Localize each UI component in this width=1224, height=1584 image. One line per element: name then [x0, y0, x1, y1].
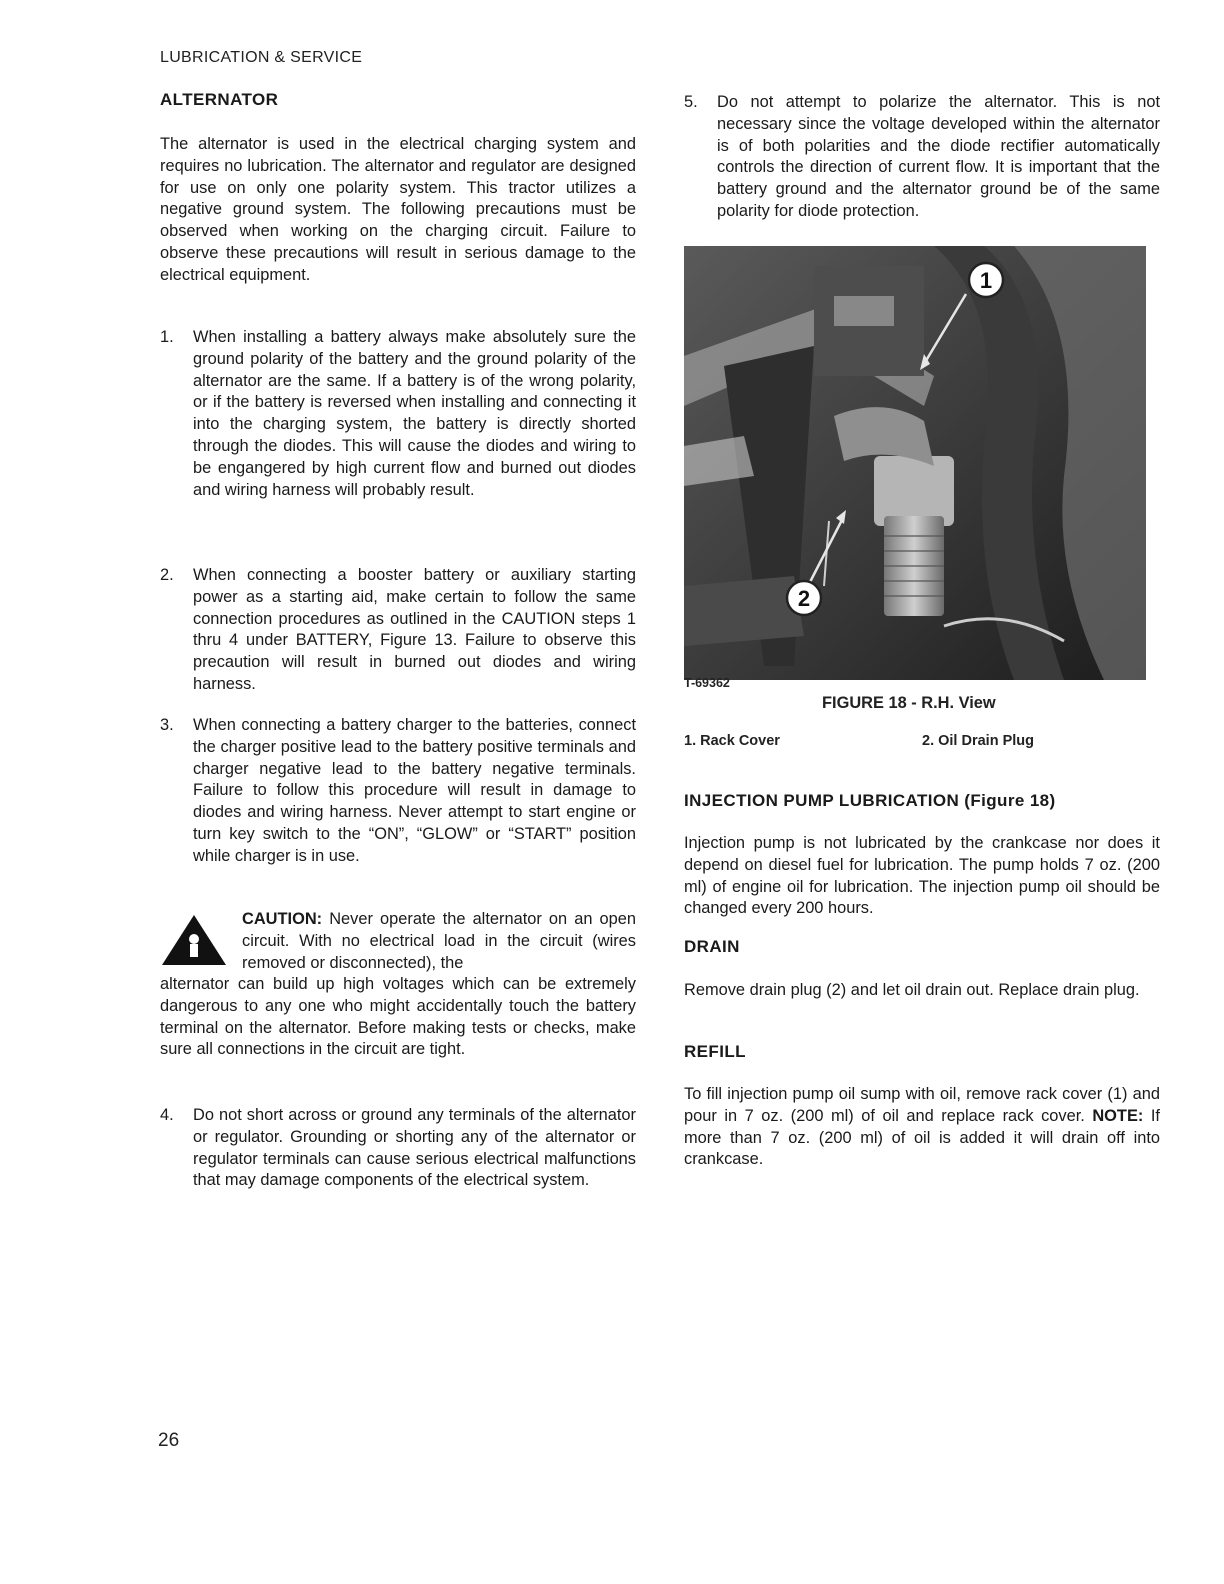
caution-text: Never operate the alternator on an open circuit. With no electrical load in the circuit (wires removed or disconnected), the	[242, 910, 636, 972]
refill-note-label: NOTE:	[1092, 1106, 1144, 1125]
callout-1: 1	[979, 268, 993, 293]
caution-first-lines	[242, 909, 636, 974]
list-item-text: When connecting a battery charger to the batteries, connect the charger positive lead to the battery positive terminals and charger negative lead to the battery negative terminals. Failure to follow this procedure will result in damage to diodes and wiring harness. Never attempt to start engine or turn key switch to the “ON”, “GLOW” or “START” position while charger is in use.	[193, 716, 636, 865]
list-item-4	[160, 1105, 636, 1225]
page-number: 26	[158, 1430, 180, 1451]
refill-instructions: To fill injection pump oil sump with oil, remove rack cover (1) and pour in 7 oz. (200 ml) of oil and replace rack cover.	[684, 1085, 1160, 1125]
injection-pump-text: Injection pump is not lubricated by the crankcase nor does it depend on diesel fuel for lubrication. The pump holds 7 oz. (200 ml) of engine oil for lubrication. The injection pump oil should be changed every 200 hours.	[684, 834, 1160, 918]
list-item-text: Do not attempt to polarize the alternator. This is not necessary since the voltage developed within the alternator is of both polarities and the diode rectifier automatically controls the direction of current flow. It is important that the battery ground and the alternator ground be of the same polarity for diode protection.	[717, 93, 1160, 220]
figure-18-photo	[684, 246, 1146, 680]
drain-text: Remove drain plug (2) and let oil drain out. Replace drain plug.	[684, 981, 1140, 999]
figure-id: T-69362	[684, 676, 730, 690]
legend-item-2: 2. Oil Drain Plug	[922, 733, 1034, 749]
list-item-1	[160, 327, 636, 547]
alternator-intro: The alternator is used in the electrical charging system and requires no lubrication. The alternator and regulator are designed for use on only one polarity system. This tractor utilizes a negative ground system. The following precautions must be observed when working on the charging circuit. Failure to observe these precautions will result in serious damage to the electrical equipment.	[160, 135, 636, 284]
refill-note: If more than 7 oz. (200 ml) of oil is added it will drain off into crankcase.	[684, 1106, 1160, 1169]
list-item-2	[160, 565, 636, 695]
list-item-text: When installing a battery always make absolutely sure the ground polarity of the battery and the ground polarity of the alternator are the same. If a battery is of the wrong polarity, or if the battery is reversed when installing and connecting it into the charging system, the battery is directly shorted through the diodes. This will cause the diodes and wiring to be engangered by high current flow and burned out diodes and wiring harness will probably result.	[193, 328, 636, 499]
engine-photo-illustration	[684, 246, 1146, 680]
list-item-number: 1.	[160, 328, 174, 346]
list-item-text: When connecting a booster battery or auxiliary starting power as a starting aid, make certain to follow the same connection procedures as outlined in the CAUTION steps 1 thru 4 under BATTERY, Figure 13. Failure to observe this precaution will result in burned out diodes and wiring harness.	[193, 566, 636, 693]
caution-label: CAUTION:	[242, 910, 323, 928]
figure-caption: FIGURE 18 - R.H. View	[822, 694, 996, 712]
list-item-number: 4.	[160, 1106, 174, 1124]
list-item-5	[684, 92, 1160, 242]
list-item-3	[160, 715, 636, 895]
callout-2: 2	[797, 586, 811, 611]
alternator-title: ALTERNATOR	[160, 90, 279, 109]
refill-text	[684, 1084, 1160, 1171]
list-item-text: Do not short across or ground any terminals of the alternator or regulator. Grounding or shorting any of the alternator or regulator terminals can cause serious electrical malfunctions that may damage components of the electrical system.	[193, 1106, 636, 1190]
legend-item-1: 1. Rack Cover	[684, 733, 780, 749]
list-item-number: 2.	[160, 566, 174, 584]
caution-continued: alternator can build up high voltages which can be extremely dangerous to any one who might accidentally touch the battery terminal on the alternator. Before making tests or checks, make sure all connections in the circuit are tight.	[160, 975, 636, 1059]
refill-title: REFILL	[684, 1042, 746, 1061]
list-item-number: 3.	[160, 716, 174, 734]
drain-title: DRAIN	[684, 937, 740, 956]
page-header: LUBRICATION & SERVICE	[160, 49, 363, 66]
list-item-number: 5.	[684, 93, 698, 111]
injection-pump-title: INJECTION PUMP LUBRICATION (Figure 18)	[684, 791, 1056, 810]
warning-triangle-icon	[160, 913, 228, 967]
caution-block	[160, 909, 636, 1089]
